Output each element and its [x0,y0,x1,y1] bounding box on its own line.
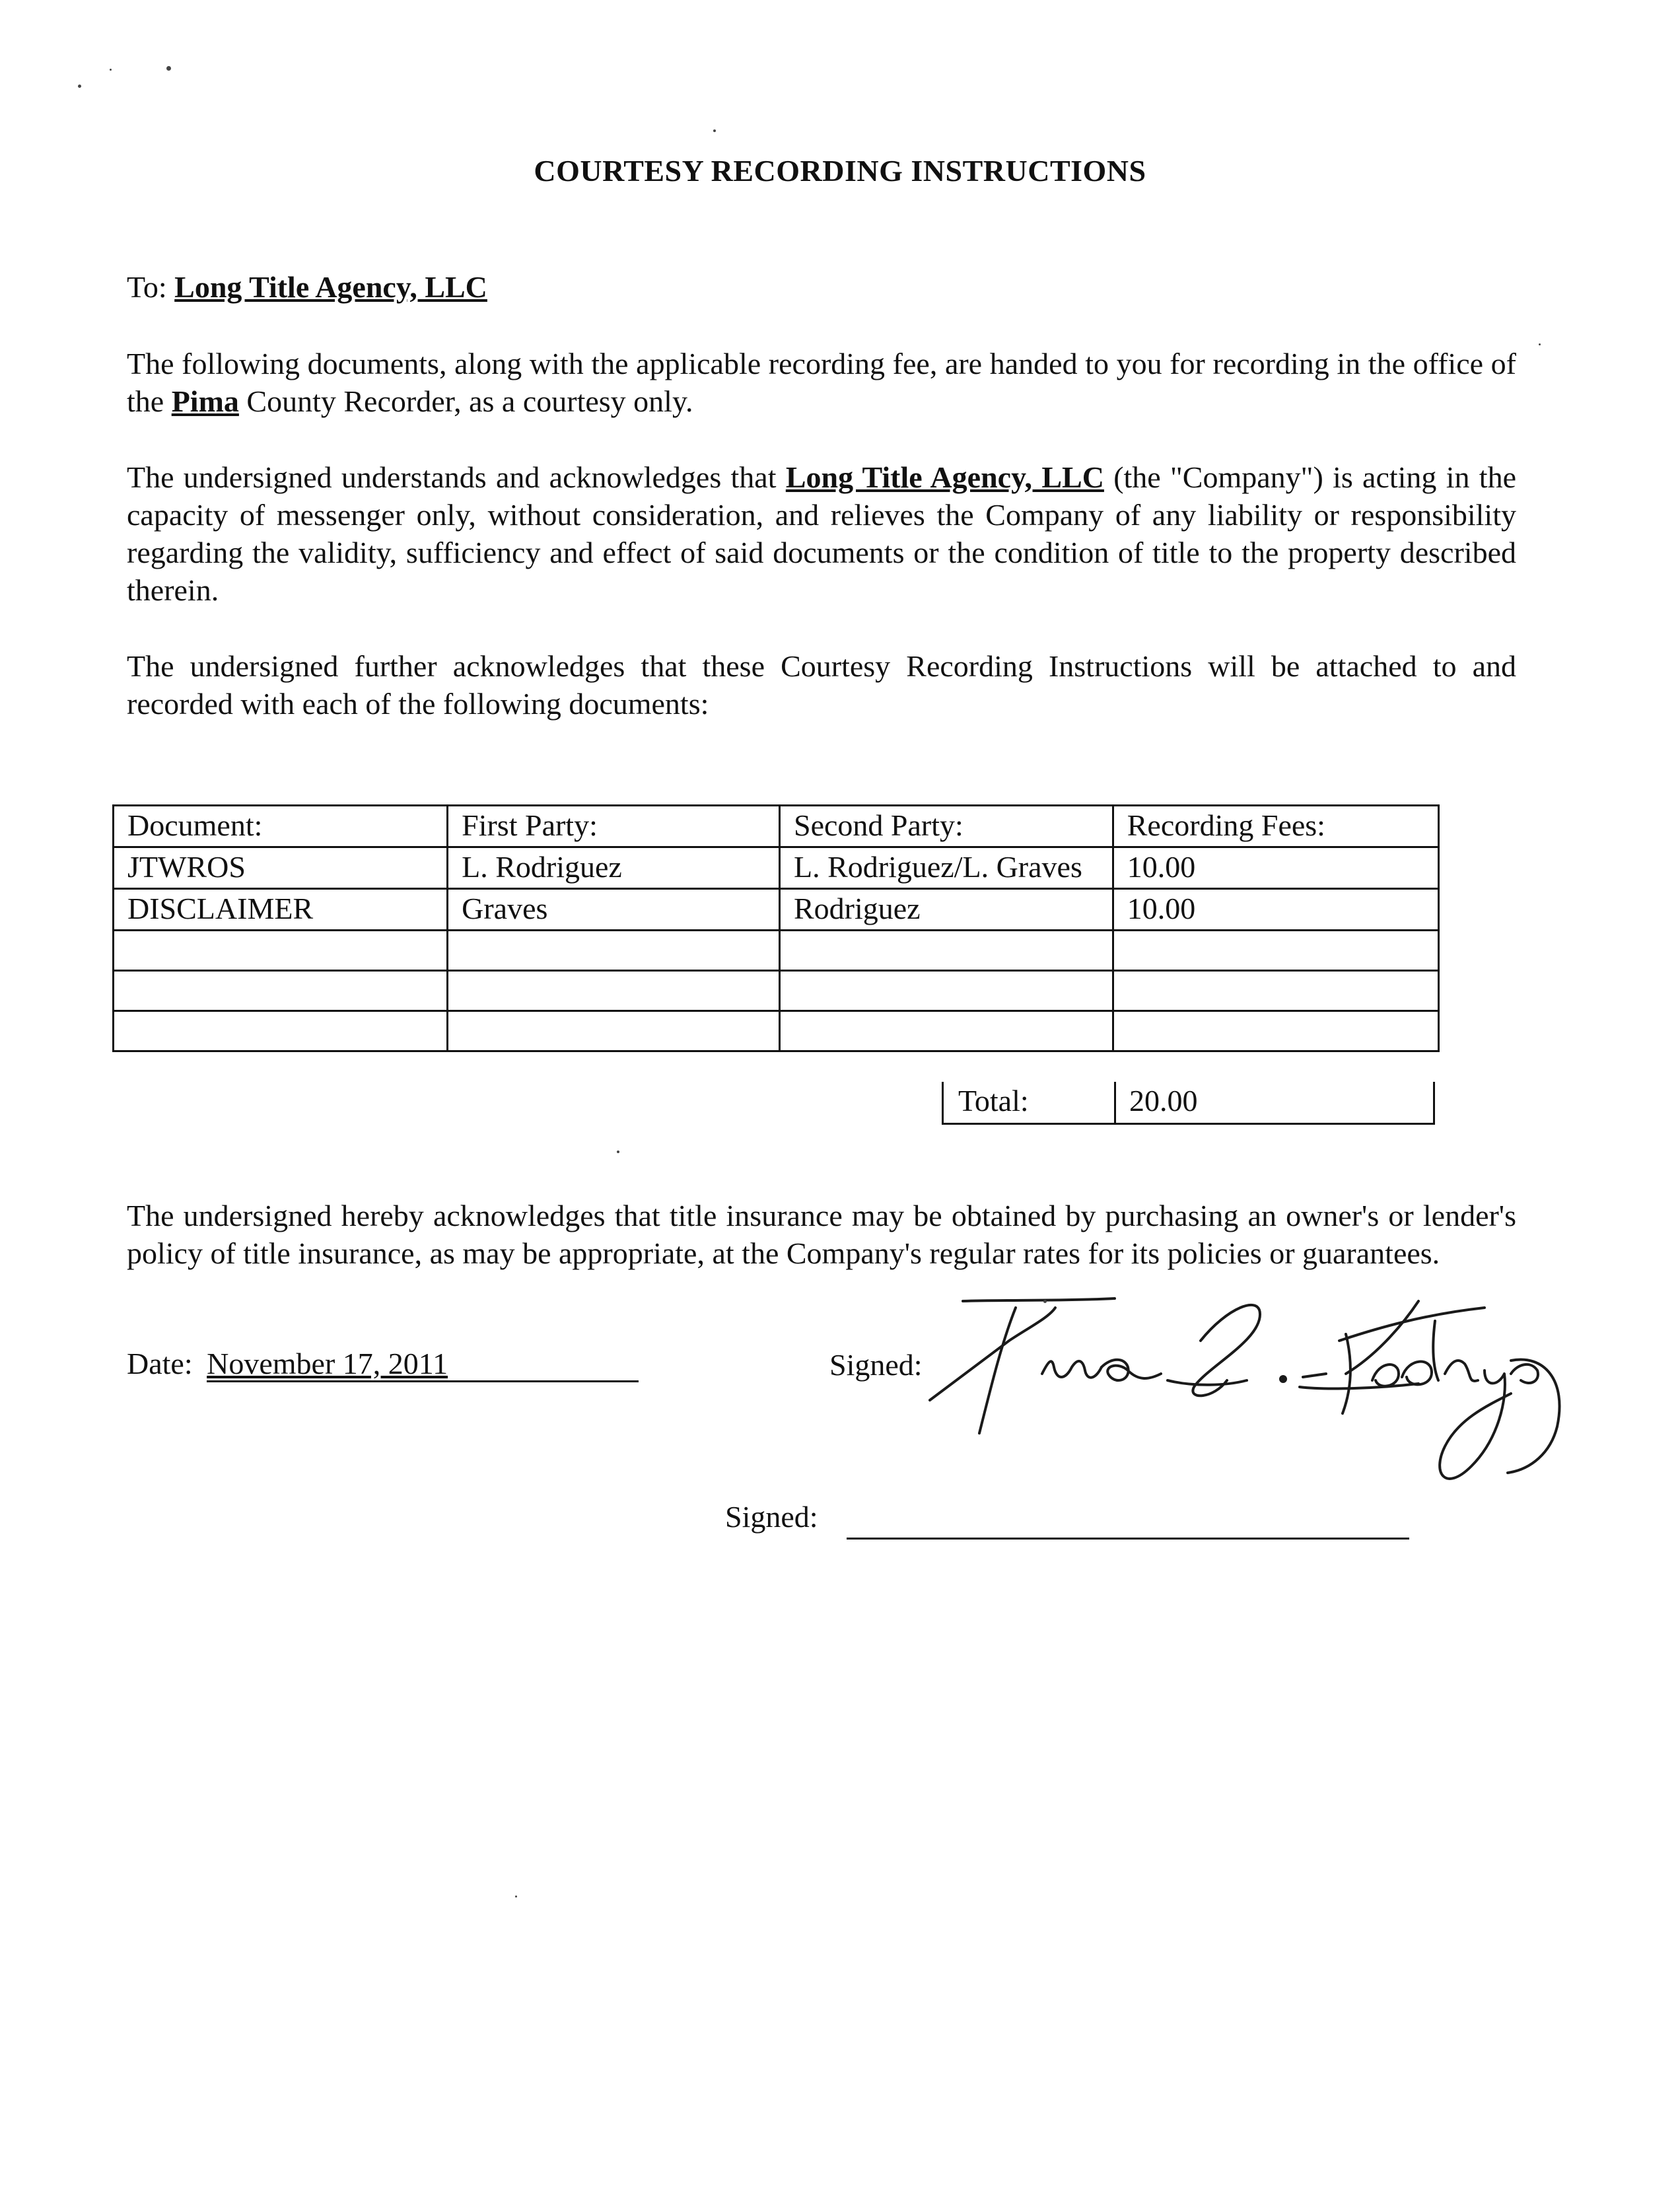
paragraph2-text-before: The undersigned understands and acknowledges that [127,460,786,494]
total-label: Total: [944,1082,1116,1123]
date-label: Date: [127,1347,193,1380]
header-second-party: Second Party: [779,806,1113,847]
cell-recording-fee: 10.00 [1113,889,1438,931]
paragraph-recording-request [127,345,1516,420]
cell-second-party: Rodriguez [779,889,1113,931]
header-first-party: First Party: [448,806,780,847]
paragraph-acknowledgement [127,458,1516,609]
header-document: Document: [114,806,448,847]
cell-recording-fee: 10.00 [1113,847,1438,889]
cell-document: DISCLAIMER [114,889,448,931]
cell-first-party: L. Rodriguez [448,847,780,889]
table-row [114,847,1439,889]
cell-first-party: Graves [448,889,780,931]
county-name: Pima [171,384,239,418]
to-label: To: [127,270,167,304]
paragraph2-text-after: (the "Company") is acting in the capacity of messenger only, without consideration, and relieves the Company of any liability or responsibility regarding the validity, sufficiency and effect of said documents or the condition of title to the property described therein. [127,460,1516,607]
signature-blank-line [847,1538,1409,1540]
paragraph1-text-before: The following documents, along with the applicable recording fee, are handed to you for recording in the office of the [127,347,1516,418]
signed-label-2: Signed: [725,1500,818,1534]
table-header-row [114,806,1439,847]
paragraph1-text-after: County Recorder, as a courtesy only. [238,384,693,418]
page-title: COURTESY RECORDING INSTRUCTIONS [534,154,1146,188]
paragraph-title-insurance: The undersigned hereby acknowledges that title insurance may be obtained by purchasing an owner's or lender's policy of title insurance, as may be appropriate, at the Company's regular rates for its policies or guarantees. [127,1199,1516,1270]
second-signature-line [725,1499,818,1534]
table-row-empty [114,971,1439,1011]
header-recording-fees: Recording Fees: [1113,806,1438,847]
total-value: 20.00 [1129,1084,1198,1117]
date-line [127,1346,639,1382]
date-field [207,1347,639,1382]
signed-label-1: Signed: [829,1348,923,1382]
table-row-empty [114,1011,1439,1051]
documents-table [112,804,1440,1052]
cell-second-party: L. Rodriguez/L. Graves [779,847,1113,889]
paragraph-attachment: The undersigned further acknowledges that these Courtesy Recording Instructions will be attached to and recorded with each of the following documents: [127,649,1516,721]
addressee-company: Long Title Agency, LLC [174,270,487,304]
addressee-line [127,269,487,304]
handwritten-signature [917,1281,1564,1493]
date-value: November 17, 2011 [207,1347,448,1380]
table-row-empty [114,931,1439,971]
cell-document: JTWROS [114,847,448,889]
total-row [942,1082,1435,1125]
company-name: Long Title Agency, LLC [785,460,1104,494]
table-row [114,889,1439,931]
